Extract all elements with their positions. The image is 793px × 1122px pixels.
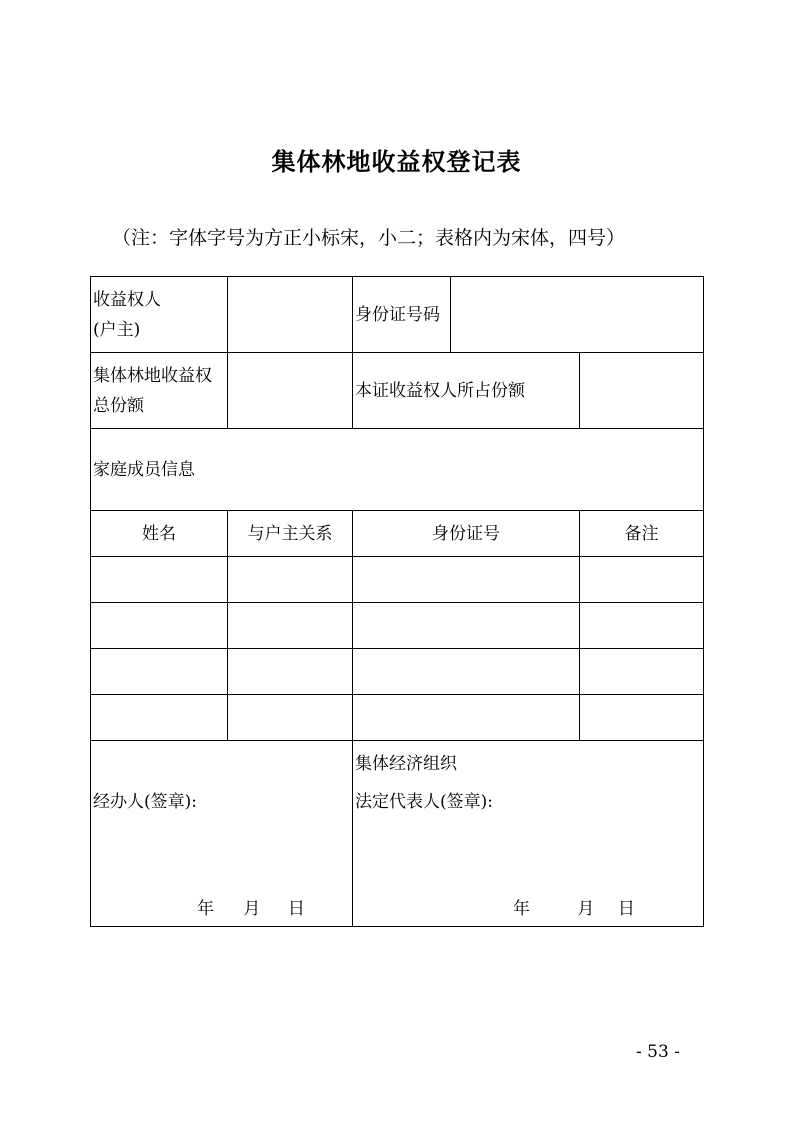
table-row — [91, 695, 704, 741]
column-header-relation: 与户主关系 — [228, 511, 353, 557]
table-row — [91, 557, 704, 603]
member-name-cell[interactable] — [91, 557, 228, 603]
member-remarks-cell[interactable] — [580, 695, 704, 741]
page-number: - 53 - — [636, 1042, 680, 1062]
member-remarks-cell[interactable] — [580, 649, 704, 695]
column-header-row — [91, 511, 704, 557]
family-info-label: 家庭成员信息 — [91, 429, 704, 511]
member-name-cell[interactable] — [91, 695, 228, 741]
handler-date — [197, 894, 305, 924]
holder-label-cell — [91, 277, 228, 353]
member-relation-cell[interactable] — [228, 695, 353, 741]
handler-signature-cell[interactable] — [91, 741, 353, 927]
total-share-label-line2: 总份额 — [93, 395, 144, 416]
handler-date-year: 年 — [197, 899, 214, 919]
member-relation-cell[interactable] — [228, 603, 353, 649]
member-relation-cell[interactable] — [228, 649, 353, 695]
total-share-label-line1: 集体林地收益权 — [93, 365, 212, 386]
member-id-cell[interactable] — [353, 557, 580, 603]
registration-form-table — [90, 276, 704, 927]
holder-value-cell[interactable] — [228, 277, 353, 353]
family-info-row — [91, 429, 704, 511]
member-remarks-cell[interactable] — [580, 557, 704, 603]
table-row — [91, 649, 704, 695]
org-label-line2: 法定代表人(签章): — [355, 792, 493, 812]
total-share-value-cell[interactable] — [228, 353, 353, 429]
org-date-month: 月 — [577, 899, 595, 919]
column-header-id-number: 身份证号 — [353, 511, 580, 557]
share-row — [91, 353, 704, 429]
org-date-year: 年 — [513, 899, 530, 919]
id-number-value-cell[interactable] — [451, 277, 704, 353]
format-note: （注：字体字号为方正小标宋，小二；表格内为宋体，四号） — [112, 227, 626, 249]
holder-share-label: 本证收益权人所占份额 — [353, 353, 580, 429]
org-date-day: 日 — [617, 899, 635, 919]
org-label-line1: 集体经济组织 — [355, 754, 457, 774]
handler-signature-label: 经办人(签章): — [93, 792, 197, 812]
holder-share-value-cell[interactable] — [580, 353, 704, 429]
holder-row — [91, 277, 704, 353]
member-remarks-cell[interactable] — [580, 603, 704, 649]
holder-label-line2: (户主) — [93, 319, 141, 340]
table-row — [91, 603, 704, 649]
signature-row — [91, 741, 704, 927]
page-title: 集体林地收益权登记表 — [271, 148, 522, 176]
member-name-cell[interactable] — [91, 649, 228, 695]
org-date — [513, 894, 635, 924]
handler-date-day: 日 — [287, 899, 305, 919]
member-relation-cell[interactable] — [228, 557, 353, 603]
member-id-cell[interactable] — [353, 695, 580, 741]
handler-date-month: 月 — [243, 899, 261, 919]
member-name-cell[interactable] — [91, 603, 228, 649]
column-header-name: 姓名 — [91, 511, 228, 557]
member-id-cell[interactable] — [353, 603, 580, 649]
column-header-remarks: 备注 — [580, 511, 704, 557]
id-number-label: 身份证号码 — [353, 277, 451, 353]
org-signature-cell[interactable] — [353, 741, 704, 927]
total-share-label-cell — [91, 353, 228, 429]
holder-label-line1: 收益权人 — [93, 289, 161, 310]
member-id-cell[interactable] — [353, 649, 580, 695]
